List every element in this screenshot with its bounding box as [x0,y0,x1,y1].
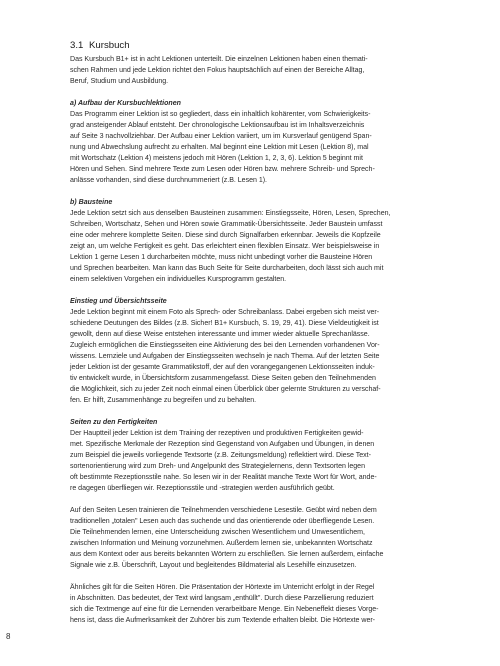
text-line: und Sprechen bearbeiten. Man kann das Buch Seite für Seite durcharbeiten, doch lässt sich auch mit [70,265,384,272]
text-line: gewollt, denn auf diese Weise entstehen interessante und immer wieder aktuelle Sprechanlässe. [70,331,370,338]
section-heading [70,40,478,52]
text-line: zwischen Information und Meinung vorzunehmen. Außerdem lernen sie, unbekannten Wortschatz [70,540,373,547]
paragraph-seiten [70,428,478,494]
text-line: Das Programm einer Lektion ist so gegliedert, dass ein inhaltlich kohärenter, vom Schwierigkeits- [70,111,371,118]
subheading-seiten: Seiten zu den Fertigkeiten [70,419,158,426]
text-line: wissens. Lernziele und Aufgaben der Einstiegsseiten wechseln je nach Thema. Auf der letzten Seite [70,353,380,360]
page-content [70,40,478,626]
text-line: Schreiben, Wortschatz, Sehen und Hören sowie Grammatik-Übersichtsseite. Jeder Baustein umfasst [70,221,383,228]
text-line: aus dem Kontext oder aus bereits bekannten Wörtern zu erschließen. Sie lernen außerdem, einfache [70,551,384,558]
text-line: schen Rahmen und jede Lektion richtet den Fokus hauptsächlich auf einen der Bereiche Alltag, [70,67,365,74]
subheading-bausteine: b) Bausteine [70,199,113,206]
text-line: Jede Lektion setzt sich aus denselben Bausteinen zusammen: Einstiegsseite, Hören, Lesen, Sprechen, [70,210,391,217]
paragraph-bausteine [70,208,478,285]
text-line: in Abschnitten. Das bedeutet, der Text wird langsam „enthüllt". Durch diese Parzellierung reduziert [70,595,374,602]
text-line: mit Wortschatz (Lektion 4) meistens jedoch mit Hören (Lektion 1, 2, 3, 6). Lektion 5 beginnt mit [70,155,363,162]
text-line: eine oder mehrere komplette Seiten. Diese sind durch Signalfarben erkennbar. Jeweils die Kopfzeile [70,232,381,239]
text-line: tiv entwickelt wurde, in Übersichtsform zusammengefasst. Diese Seiten geben den Teilnehmenden [70,375,376,382]
paragraph-aufbau [70,109,478,186]
section-title: Kursbuch [89,40,130,51]
text-line: Signale wie z.B. Überschrift, Layout und begleitendes Bildmaterial als Lesehilfe einzusetzen. [70,562,357,569]
text-line: auf Seite 3 nachvollziehbar. Der Aufbau einer Lektion variiert, um im Kursverlauf genügend Span- [70,133,372,140]
text-line: sich die Textmenge auf eine für die Lernenden verarbeitbare Menge. Ein Nebeneffekt dieses Vorge- [70,606,379,613]
paragraph-hoeren [70,582,478,626]
text-line: nung und Abwechslung aufrecht zu erhalten. Mal beginnt eine Lektion mit Lesen (Lektion 8), mal [70,144,369,151]
text-line: Hören und Sehen. Sind mehrere Texte zum Lesen oder Hören bzw. mehrere Schreib- und Sprech- [70,166,375,173]
text-line: jeder Lektion ist der gesamte Grammatikstoff, der auf den vorangegangenen Lektionsseiten induk- [70,364,375,371]
text-line: fen. Er hilft, Zusammenhänge zu begreifen und zu behalten. [70,397,257,404]
paragraph-lesen [70,505,478,571]
section-number: 3.1 [70,40,84,51]
text-line: hens ist, dass die Aufmerksamkeit der Zuhörer bis zum Textende erhalten bleibt. Die Hörtexte wer- [70,617,376,624]
text-line: Lektion 1 gerne Lesen 1 durcharbeiten möchte, muss nicht unbedingt vorher die Bausteine Hören [70,254,373,261]
text-line: met. Spezifische Merkmale der Rezeption sind Gegenstand von Aufgaben und Übungen, in denen [70,441,375,448]
text-line: Jede Lektion beginnt mit einem Foto als Sprech- oder Schreibanlass. Dabei ergeben sich meist ver- [70,309,380,316]
subheading-aufbau: a) Aufbau der Kursbuchlektionen [70,100,181,107]
text-line: Zugleich ermöglichen die Einstiegsseiten eine Aktivierung des bei den Lernenden vorhandenen Vor- [70,342,380,349]
text-line: traditionellen „totalen" Lesen auch das suchende und das orientierende oder überfliegende Lesen. [70,518,375,525]
text-line: einem selektiven Vorgehen ein individuelles Kursprogramm gestalten. [70,276,287,283]
text-line: zeigt an, um welche Fertigkeit es geht. Das erleichtert einen flexiblen Einsatz. Wer beispielsweise in [70,243,380,250]
text-line: oft bestimmte Rezeptionsstile nahe. So lesen wir in der Realität manche Texte Wort für Wort, ande- [70,474,377,481]
text-line: Beruf, Studium und Ausbildung. [70,78,169,85]
text-line: Auf den Seiten Lesen trainieren die Teilnehmenden verschiedene Lesestile. Geübt wird neben dem [70,507,377,514]
intro-paragraph [70,54,478,87]
text-line: anlässe vorhanden, sind diese durchnummeriert (z.B. Lesen 1). [70,177,267,184]
subheading-einstieg: Einstieg und Übersichtsseite [70,298,167,305]
text-line: Die Teilnehmenden lernen, eine Unterscheidung zwischen Wesentlichem und Unwesentlichem, [70,529,365,536]
text-line: Ähnliches gilt für die Seiten Hören. Die Präsentation der Hörtexte im Unterricht erfolgt in der Regel [70,584,375,591]
text-line: grad ansteigender Ablauf entsteht. Der chronologische Lektionsaufbau ist im Inhaltsverzeichnis [70,122,365,129]
text-line: sortenorientierung wird zum Dreh- und Angelpunkt des Strategielernens, denn Textsorten legen [70,463,365,470]
page-number: 8 [6,632,11,641]
text-line: Der Hauptteil jeder Lektion ist dem Training der rezeptiven und produktiven Fertigkeiten gewid- [70,430,364,437]
text-line: schiedene Deutungen des Bildes (z.B. Sicher! B1+ Kursbuch, S. 19, 29, 41). Diese Vieldeutigkeit ist [70,320,379,327]
text-line: die Möglichkeit, sich zu jeder Zeit noch einmal einen Überblick über gelernte Strukturen zu verschaf- [70,386,381,393]
paragraph-einstieg [70,307,478,406]
text-line: re dagegen überfliegen wir. Rezeptionsstile und -strategien werden ausführlich geübt. [70,485,335,492]
text-line: Das Kursbuch B1+ ist in acht Lektionen unterteilt. Die einzelnen Lektionen haben einen themati- [70,56,368,63]
text-line: zum Beispiel die jeweils vorliegende Textsorte (z.B. Zeitungsmeldung) reflektiert wird. Diese Text- [70,452,371,459]
